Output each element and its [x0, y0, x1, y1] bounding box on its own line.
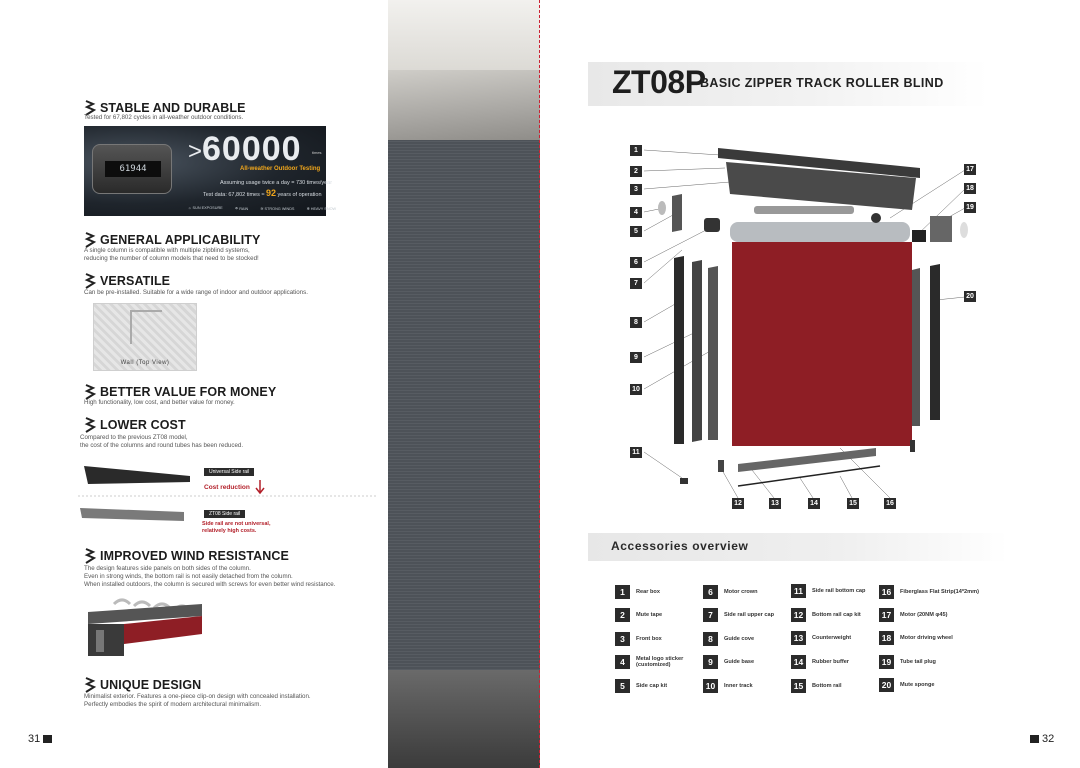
- accessory-item: [615, 679, 667, 693]
- wind-resistance-graphic: [84, 594, 214, 662]
- accessory-number: 16: [879, 585, 894, 599]
- wall-label: Wall (Top View): [120, 360, 170, 366]
- hero-line2-prefix: Test data: 67,802 times ≈: [203, 192, 265, 198]
- diagram-number-13: 13: [769, 498, 781, 509]
- section-desc: [84, 289, 308, 297]
- zt08-rail-label: ZT08 Side rail: [204, 510, 245, 518]
- accessory-item: [703, 585, 758, 599]
- accessory-label: Metal logo sticker (customized): [636, 655, 684, 668]
- diagram-number-15: 15: [847, 498, 859, 509]
- note-line: relatively high costs.: [202, 528, 257, 534]
- section-title: VERSATILE: [100, 274, 171, 288]
- accessory-item: [879, 585, 979, 599]
- accessory-number: 20: [879, 678, 894, 692]
- accessory-number: 18: [879, 631, 894, 645]
- accessory-label: Side rail upper cap: [724, 611, 775, 618]
- accessory-number: 8: [703, 632, 718, 646]
- accessories-title: Accessories overview: [611, 539, 749, 553]
- mute-sponge-part: [960, 222, 968, 238]
- accessory-label: Front box: [636, 635, 662, 642]
- section-title: LOWER COST: [100, 418, 186, 432]
- desc-line: A single column is compatible with multiple zipblind systems,: [84, 247, 250, 254]
- accessory-item: [703, 679, 753, 693]
- diagram-number-2: 2: [630, 166, 642, 177]
- accessory-label: Guide cove: [724, 635, 755, 642]
- page-number-text: 31: [28, 733, 41, 745]
- universal-rail-label: Universal Side rail: [204, 468, 254, 476]
- accessory-number: 17: [879, 608, 894, 622]
- cycle-counter: [92, 144, 172, 194]
- section-applicability-title: [84, 232, 260, 248]
- accessory-number: 12: [791, 608, 806, 622]
- hero-tagline: All-weather Outdoor Testing: [240, 166, 321, 172]
- chevron-logo-icon: [84, 548, 96, 564]
- accessory-item: [879, 631, 953, 645]
- section-title: IMPROVED WIND RESISTANCE: [100, 549, 289, 563]
- accessories-banner: [588, 533, 1008, 561]
- section-desc: [84, 399, 235, 407]
- zt08-note: [202, 521, 270, 535]
- rail-inner: [96, 630, 104, 652]
- zt08-rail-shape: [80, 508, 184, 521]
- big-number: 60000: [202, 130, 302, 168]
- installation-photo: [388, 0, 540, 768]
- product-subtitle: BASIC ZIPPER TRACK ROLLER BLIND: [700, 76, 944, 90]
- accessory-number: 4: [615, 655, 630, 669]
- accessory-label: Motor crown: [724, 588, 758, 595]
- chevron-logo-icon: [84, 677, 96, 693]
- durability-hero-image: [84, 126, 337, 216]
- accessory-number: 6: [703, 585, 718, 599]
- accessory-item: [703, 655, 754, 669]
- desc-line: Can be pre-installed. Suitable for a wide range of indoor and outdoor applications.: [84, 289, 308, 296]
- diagram-number-10: 10: [630, 384, 642, 395]
- page-square-icon: [1030, 735, 1039, 743]
- photo-screen-fabric: [388, 140, 540, 670]
- accessory-number: 11: [791, 584, 806, 598]
- diagram-number-9: 9: [630, 352, 642, 363]
- desc-line: the cost of the columns and round tubes has been reduced.: [80, 442, 244, 450]
- accessory-label: Guide base: [724, 658, 755, 665]
- page-number-left: [28, 733, 52, 745]
- accessory-number: 7: [703, 608, 718, 622]
- chevron-logo-icon: [84, 417, 96, 433]
- diagram-number-19: 19: [964, 202, 976, 213]
- guide-left: [708, 266, 718, 440]
- section-lower-cost-title: [84, 417, 186, 433]
- diagram-number-20: 20: [964, 291, 976, 302]
- diagram-number-1: 1: [630, 145, 642, 156]
- counter-digits: 61944: [105, 161, 161, 177]
- desc-line: When installed outdoors, the column is secured with screws for even better wind resistance.: [84, 581, 336, 589]
- rain-icon: ☂ RAIN: [234, 207, 249, 211]
- rail-profile: [88, 624, 124, 656]
- accessory-number: 19: [879, 655, 894, 669]
- bottom-rail-part: [738, 448, 876, 472]
- hero-years: 92: [265, 188, 276, 198]
- diagram-number-14: 14: [808, 498, 820, 509]
- fabric-part: [732, 242, 912, 446]
- times-label: times: [312, 150, 322, 155]
- accessory-item: [879, 655, 936, 669]
- model-name: ZT08P: [612, 64, 706, 100]
- section-title: BETTER VALUE FOR MONEY: [100, 385, 277, 399]
- desc-line: The design features side panels on both sides of the column.: [84, 565, 251, 572]
- driving-wheel-part: [871, 213, 881, 223]
- greater-than-icon: >: [188, 138, 203, 165]
- accessory-label: Mute tape: [636, 611, 663, 618]
- accessory-item: [879, 608, 948, 622]
- desc-line: reducing the number of column models that need to be stocked!: [84, 255, 259, 263]
- section-desc: [84, 565, 335, 590]
- accessory-number: 13: [791, 631, 806, 645]
- guide-right: [912, 268, 920, 426]
- hero-line1: Assuming usage twice a day = 730 times/year: [220, 180, 333, 186]
- accessory-item: [791, 679, 842, 693]
- accessory-label: Bottom rail cap kit: [812, 611, 861, 618]
- accessory-label: Mute sponge: [900, 681, 935, 688]
- roller-tube-part: [730, 222, 910, 242]
- section-desc: [84, 693, 311, 709]
- diagram-number-18: 18: [964, 183, 976, 194]
- logo-sticker-part: [658, 201, 666, 215]
- page-square-icon: [43, 735, 52, 743]
- diagram-number-6: 6: [630, 257, 642, 268]
- buffer-part: [910, 440, 915, 452]
- accessory-item: [703, 632, 754, 646]
- accessory-label: Bottom rail: [812, 682, 842, 689]
- hero-line2-suffix: years of operation: [277, 192, 322, 198]
- chevron-logo-icon: [84, 384, 96, 400]
- accessory-number: 10: [703, 679, 718, 693]
- icon-label: HEAVY SNOW: [310, 207, 337, 211]
- section-title: UNIQUE DESIGN: [100, 678, 202, 692]
- accessory-item: [791, 631, 851, 645]
- section-unique-title: [84, 677, 201, 693]
- icon-label: RAIN: [239, 207, 249, 211]
- diagram-number-4: 4: [630, 207, 642, 218]
- diagram-number-11: 11: [630, 447, 642, 458]
- note-line: Side rail are not universal,: [202, 521, 271, 527]
- bottom-cap-part: [718, 460, 724, 472]
- weather-icons: [188, 206, 336, 211]
- accessory-number: 1: [615, 585, 630, 599]
- diagram-number-5: 5: [630, 226, 642, 237]
- hero-line2: [203, 188, 322, 198]
- motor-part: [754, 206, 854, 214]
- side-rail-left: [674, 256, 684, 444]
- accessory-item: [703, 608, 774, 622]
- tail-plug-part: [912, 230, 926, 242]
- accessory-item: [879, 678, 935, 692]
- motor-crown-part: [704, 218, 720, 232]
- section-wind-title: [84, 548, 289, 564]
- side-cap-part: [672, 194, 682, 232]
- section-title: STABLE AND DURABLE: [100, 101, 246, 115]
- photo-ceiling: [388, 0, 540, 70]
- diagram-number-17: 17: [964, 164, 976, 175]
- photo-headbox: [388, 70, 540, 140]
- accessory-label: Tube tail plug: [900, 658, 936, 665]
- accessory-item: [791, 584, 865, 598]
- snow-icon: ❄ HEAVY SNOW: [306, 207, 337, 211]
- accessory-label: Side cap kit: [636, 682, 668, 689]
- section-desc: [84, 247, 259, 263]
- universal-rail-shape: [84, 466, 190, 484]
- chevron-logo-icon: [84, 273, 96, 289]
- page-number-text: 32: [1042, 733, 1055, 745]
- accessory-label: Motor (20NM φ45): [900, 611, 948, 618]
- bracket-part: [930, 216, 952, 242]
- inner-track-left: [692, 260, 702, 442]
- column-profile-icon: [130, 310, 162, 344]
- accessory-label: Rear box: [636, 588, 660, 595]
- right-page: [540, 0, 1080, 768]
- wall-top-view-diagram: [93, 303, 197, 371]
- section-value-title: [84, 384, 276, 400]
- sun-icon: ☼ SUN EXPOSURE: [188, 206, 223, 210]
- desc-line: Perfectly embodies the spirit of modern architectural minimalism.: [84, 701, 262, 709]
- diagram-number-8: 8: [630, 317, 642, 328]
- diagram-number-16: 16: [884, 498, 896, 509]
- accessory-item: [615, 655, 683, 669]
- accessory-number: 14: [791, 655, 806, 669]
- chevron-logo-icon: [84, 232, 96, 248]
- diagram-number-12: 12: [732, 498, 744, 509]
- down-arrow-icon: [256, 480, 264, 493]
- desc-line: Tested for 67,802 cycles in all-weather outdoor conditions.: [84, 114, 244, 121]
- accessory-label: Inner track: [724, 682, 753, 689]
- icon-label: SUN EXPOSURE: [192, 206, 223, 210]
- cost-reduction-label: Cost reduction: [204, 484, 250, 491]
- desc-line: Even in strong winds, the bottom rail is not easily detached from the column.: [84, 573, 293, 581]
- icon-label: STRONG WINDS: [264, 207, 295, 211]
- diagram-number-7: 7: [630, 278, 642, 289]
- accessory-number: 5: [615, 679, 630, 693]
- accessory-item: [615, 632, 662, 646]
- section-title: GENERAL APPLICABILITY: [100, 233, 261, 247]
- section-desc: [80, 434, 243, 450]
- photo-floor: [388, 670, 540, 768]
- accessory-label: Fiberglass Flat Strip(14*2mm): [900, 588, 979, 595]
- accessory-item: [615, 585, 660, 599]
- accessory-label: Motor driving wheel: [900, 634, 953, 641]
- accessory-number: 9: [703, 655, 718, 669]
- desc-line: Minimalist exterior. Features a one-piece clip-on design with concealed installation.: [84, 693, 311, 700]
- side-rail-right: [930, 264, 940, 420]
- diagram-number-3: 3: [630, 184, 642, 195]
- exploded-diagram: [540, 0, 1080, 540]
- accessory-label: Counterweight: [812, 634, 852, 641]
- accessory-number: 3: [615, 632, 630, 646]
- rail-bottom-cap-part: [680, 478, 688, 484]
- accessory-number: 15: [791, 679, 806, 693]
- page-number-right: [1030, 733, 1054, 745]
- accessory-label: Rubber buffer: [812, 658, 849, 665]
- accessory-label: Side rail bottom cap: [812, 587, 866, 594]
- section-desc: [84, 114, 243, 122]
- accessory-item: [791, 608, 861, 622]
- section-versatile-title: [84, 273, 170, 289]
- left-page: [0, 0, 388, 768]
- accessory-item: [791, 655, 849, 669]
- desc-line: High functionality, low cost, and better value for money.: [84, 399, 235, 406]
- desc-line: Compared to the previous ZT08 model,: [80, 434, 188, 441]
- wind-icon: ≋ STRONG WINDS: [260, 207, 295, 211]
- accessory-item: [615, 608, 662, 622]
- accessory-number: 2: [615, 608, 630, 622]
